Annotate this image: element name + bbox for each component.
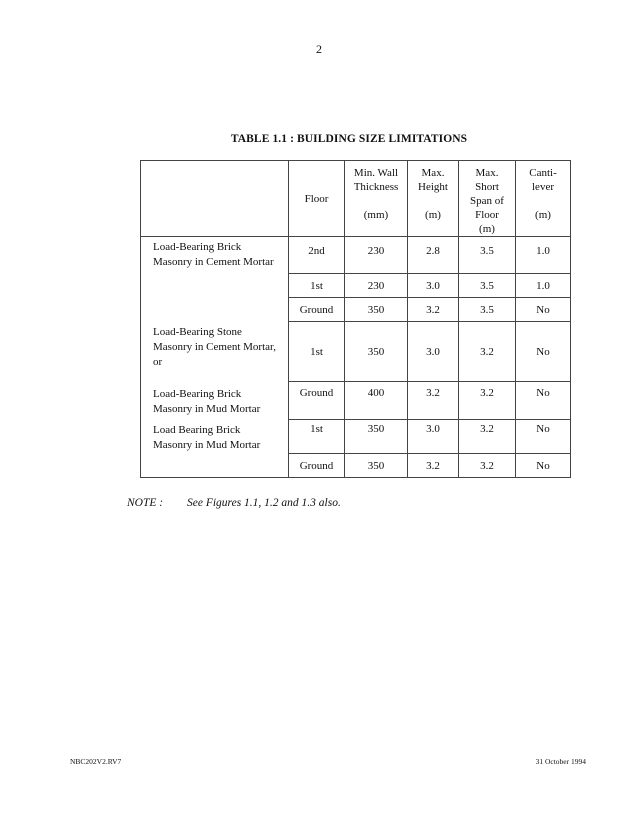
group-line: Load-Bearing Stone <box>153 325 242 338</box>
cell-span: 3.5 <box>459 298 516 322</box>
table-row <box>141 382 571 420</box>
group-line: Masonry in Mud Mortar <box>153 402 261 415</box>
cell-span: 3.5 <box>459 237 516 274</box>
header-unit: (mm) <box>363 209 389 221</box>
group-line: or <box>153 355 163 368</box>
cell-cantilever: 1.0 <box>516 237 571 274</box>
header-row <box>141 161 571 237</box>
header-unit: (m) <box>425 209 441 221</box>
group-stone-cement <box>141 322 289 382</box>
cell-floor: Ground <box>289 454 345 478</box>
footer-doc-code: NBC202V2.RV7 <box>70 757 122 766</box>
cell-height: 3.0 <box>408 420 459 454</box>
header-line: Span of <box>470 195 504 207</box>
cell-floor: 2nd <box>289 237 345 274</box>
group-line: Load-Bearing Brick <box>153 387 242 400</box>
cell-wall: 350 <box>345 454 408 478</box>
group-line: Masonry in Cement Mortar <box>153 256 274 268</box>
header-line: Max. <box>421 167 445 179</box>
header-wall-thickness <box>345 161 408 237</box>
table-note <box>127 497 341 509</box>
group-line: Load Bearing Brick <box>153 423 241 436</box>
cell-floor: 1st <box>289 420 345 454</box>
cell-cantilever: No <box>516 454 571 478</box>
header-line: Min. Wall <box>353 167 399 179</box>
group-brick-mud-2 <box>141 420 289 478</box>
cell-height: 3.2 <box>408 454 459 478</box>
table-row <box>141 420 571 454</box>
group-brick-cement <box>141 237 289 322</box>
header-unit: (m) <box>479 223 495 235</box>
cell-cantilever: No <box>516 382 571 420</box>
header-unit: (m) <box>535 209 551 221</box>
group-line: Masonry in Mud Mortar <box>153 438 261 451</box>
group-line: Load-Bearing Brick <box>153 241 242 253</box>
cell-floor: 1st <box>289 322 345 382</box>
cell-span: 3.5 <box>459 274 516 298</box>
table-row <box>141 237 571 274</box>
header-cantilever <box>516 161 571 237</box>
building-size-table <box>140 160 571 478</box>
cell-cantilever: 1.0 <box>516 274 571 298</box>
cell-cantilever: No <box>516 322 571 382</box>
cell-wall: 230 <box>345 274 408 298</box>
header-line: Canti- <box>529 167 557 179</box>
cell-floor: Ground <box>289 382 345 420</box>
cell-floor: Ground <box>289 298 345 322</box>
cell-height: 3.0 <box>408 274 459 298</box>
header-blank-cell <box>141 161 289 237</box>
cell-wall: 230 <box>345 237 408 274</box>
cell-span: 3.2 <box>459 382 516 420</box>
cell-cantilever: No <box>516 420 571 454</box>
table-title: TABLE 1.1 : BUILDING SIZE LIMITATIONS <box>230 133 468 145</box>
cell-cantilever: No <box>516 298 571 322</box>
cell-wall: 350 <box>345 298 408 322</box>
cell-height: 3.0 <box>408 322 459 382</box>
header-line: Thickness <box>353 181 399 193</box>
group-line: Masonry in Cement Mortar, <box>153 340 276 353</box>
header-max-height <box>408 161 459 237</box>
header-spacer <box>516 194 570 208</box>
note-label: NOTE : <box>127 497 164 509</box>
cell-height: 3.2 <box>408 298 459 322</box>
header-line: Max. <box>475 167 499 179</box>
header-floor: Floor <box>289 161 345 237</box>
header-line: Short <box>475 181 499 193</box>
cell-height: 3.2 <box>408 382 459 420</box>
header-line: Height <box>418 181 448 193</box>
cell-wall: 350 <box>345 322 408 382</box>
cell-span: 3.2 <box>459 420 516 454</box>
page-number: 2 <box>316 42 322 56</box>
cell-wall: 400 <box>345 382 408 420</box>
note-text: See Figures 1.1, 1.2 and 1.3 also. <box>187 497 341 509</box>
cell-span: 3.2 <box>459 454 516 478</box>
cell-span: 3.2 <box>459 322 516 382</box>
header-spacer <box>408 194 458 208</box>
header-short-span <box>459 161 516 237</box>
header-spacer <box>345 194 407 208</box>
cell-floor: 1st <box>289 274 345 298</box>
cell-wall: 350 <box>345 420 408 454</box>
cell-height: 2.8 <box>408 237 459 274</box>
table-row <box>141 322 571 382</box>
header-line: Floor <box>475 209 499 221</box>
group-brick-mud <box>141 382 289 420</box>
footer-date: 31 October 1994 <box>535 757 586 766</box>
header-line: lever <box>532 181 554 193</box>
